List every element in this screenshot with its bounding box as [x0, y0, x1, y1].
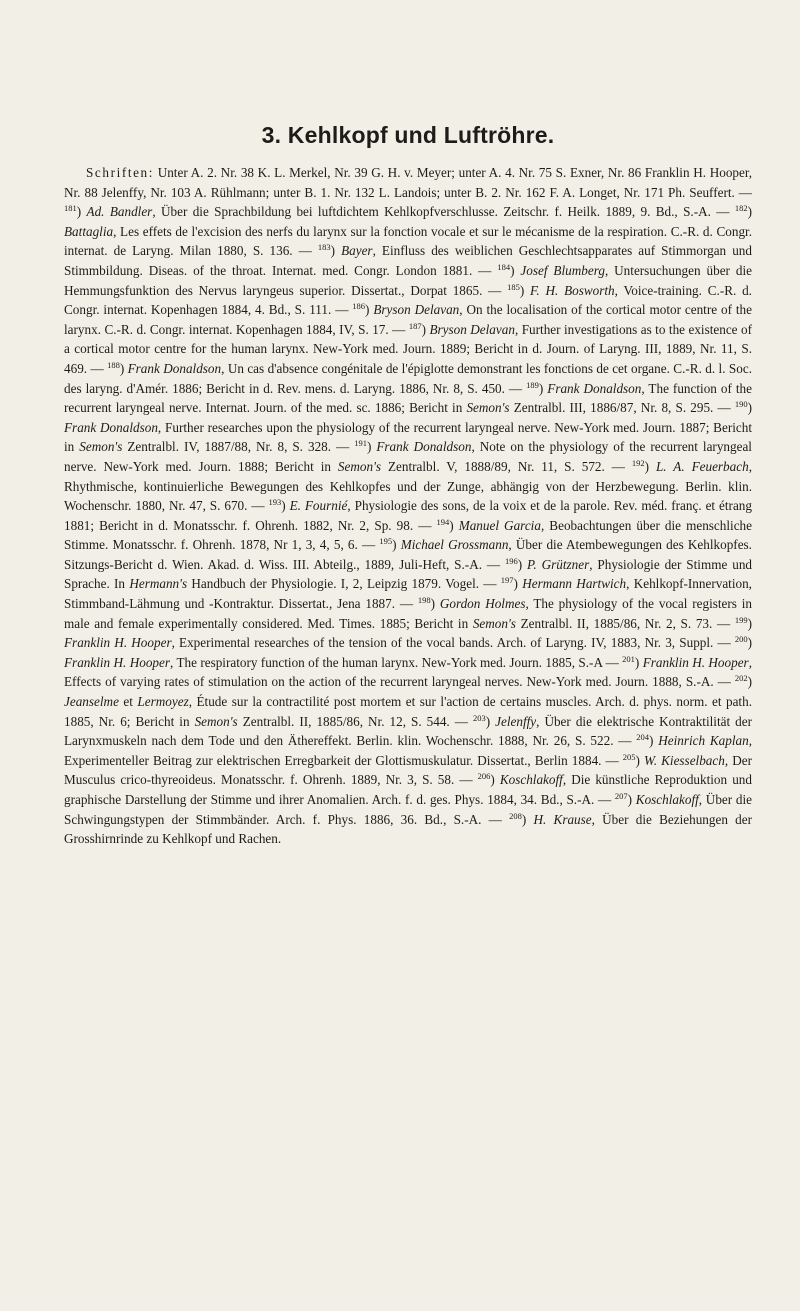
entry-author: Manuel Garcia: [458, 517, 541, 533]
entry-paren: ): [281, 498, 290, 514]
reference-author: A. Rühlmann: [193, 184, 266, 200]
reference-text: ; unter B. 2. Nr. 162: [436, 184, 550, 200]
entry-author: H. Krause: [533, 811, 592, 827]
entry-text: Zentralbl. IV, 1887/88, Nr. 8, S. 328. —: [122, 439, 355, 455]
entry-paren: ): [430, 596, 440, 612]
entry-number: 193: [268, 497, 282, 508]
entry-text: Zentralbl. III, 1886/87, Nr. 8, S. 295. —: [509, 400, 735, 416]
entry-text: , The function of the recurrent laryngeal nerve. Internat. Journ. of the med. sc. 1886; Bericht in: [64, 380, 752, 416]
bibliography-entry: [64, 204, 735, 219]
entry-text: , Beobachtungen über die menschliche Stimme. Monatsschr. f. Ohrenh. 1878, Nr 1, 3, 4, 5, 6. —: [64, 517, 752, 553]
entry-author: Ad. Bandler: [86, 204, 153, 220]
entry-author: Franklin H. Hooper: [64, 654, 171, 670]
entry-number: 197: [500, 575, 514, 586]
entry-text: , Über die Atembewegungen des Kehlkopfes. Sitzungs-Bericht d. Wien. Akad. d. Wiss. III. Abteilg., 1889, Juli-Heft, S.-A. —: [64, 537, 752, 572]
entry-paren: ): [366, 439, 377, 455]
entry-paren: ): [449, 517, 459, 533]
entry-number: 202: [734, 673, 748, 684]
reference-author: L. Landois: [378, 184, 437, 200]
entry-text: , Experimenteller Beitrag zur elektrischen Erregbarkeit der Glottismuskulatur. Dissertat., Berlin 1884. —: [64, 733, 752, 768]
entry-text: , Kehlkopf-Innervation, Stimmband-Lähmung und -Kontraktur. Dissertat., Jena 1887. —: [64, 576, 752, 612]
entry-paren: ): [538, 380, 548, 396]
entry-author: Frank Donaldson: [376, 439, 472, 455]
entry-text: , Un cas d'absence congénitale de l'épiglotte demonstrant les fonctions de cet organe. C.-R. d. l. Soc. des laryng. d'Amér. 1886; Bericht in d. Rev. mens. d. Laryng. 1886, Nr. 8, S. 450. —: [64, 360, 752, 396]
entry-author: Koschlakoff: [499, 772, 563, 788]
entry-number: 189: [526, 379, 539, 390]
entry-paren: ): [519, 282, 531, 298]
entry-author: Michael Grossmann: [400, 537, 509, 553]
entry-text: , Further investigations as to the existence of a cortical motor centre for the human larynx. New-York med. Journ. 1889; Bericht in d. Journ. of Laryng. III, 1889, Nr. 11, S. 469. —: [64, 321, 752, 376]
reference-author: F. A. Longet: [549, 184, 617, 200]
entry-text: et: [118, 694, 138, 710]
reference-text: , Nr. 103: [143, 184, 194, 200]
entry-text: , Voice-training. C.-R. d. Congr. internat. Kopenhagen 1884, 4. Bd., S. 111. —: [64, 282, 752, 318]
bibliography-paragraph: [64, 163, 752, 849]
entry-text: , Der Musculus crico-thyreoideus. Monatsschr. f. Ohrenh. 1889, Nr. 3, S. 58. —: [64, 752, 752, 788]
entry-number: 191: [354, 438, 367, 449]
entry-paren: ): [365, 302, 374, 318]
entry-author: Bryson Delavan: [429, 321, 515, 337]
entry-author: Koschlakoff: [635, 792, 699, 807]
reference-author: S. Exner: [555, 165, 601, 180]
entry-text: Zentralbl. II, 1885/86, Nr. 12, S. 544. —: [237, 713, 473, 729]
entry-paren: ): [627, 792, 636, 807]
entry-number: 198: [417, 595, 431, 606]
reference-text: , Nr. 171: [616, 184, 669, 200]
entry-paren: ): [747, 674, 752, 690]
entry-author: Jelenffy: [495, 713, 537, 729]
reference-author: G. H. v. Meyer: [371, 165, 452, 180]
entry-paren: ): [490, 772, 500, 788]
entry-text: , Die künstliche Reproduktion und graphische Darstellung der Stimme und ihrer Anomalien. Arch. f. d. ges. Phys. 1884, 34. Bd., S.-A. —: [64, 772, 752, 807]
entry-paren: ): [747, 615, 752, 631]
entry-text: , Étude sur la contractilité post mortem et sur l'action de certains muscles. Arch. d. phys. norm. et path. 1885, Nr. 6; Bericht in: [64, 694, 752, 729]
reference-author: Ph. Seuffert: [668, 184, 732, 200]
entry-text: , Physiologie des sons, de la voix et de la parole. Rev. méd. franç. et étrang 1881; Bericht in d. Monatsschr. f. Ohrenh. 1882, Nr. 2, Sp. 98. —: [64, 498, 752, 533]
entry-number: 200: [734, 634, 748, 645]
entry-number: 196: [505, 555, 518, 566]
entry-author: Bayer: [341, 243, 373, 259]
reference-text: ; unter B. 1. Nr. 132: [265, 184, 379, 200]
entry-paren: ): [644, 458, 656, 474]
entry-text: , Experimental researches of the tension of the vocal bands. Arch. of Laryng. IV, 1883, Nr. 3, Suppl. —: [171, 635, 735, 651]
entry-text: , Über die Schwingungstypen der Stimmbänder. Arch. f. Phys. 1886, 36. Bd., S.-A. —: [64, 792, 752, 827]
schriften-label: Schriften:: [86, 165, 155, 180]
entry-author: W. Kiesselbach: [643, 752, 725, 768]
entry-author: Battaglia: [64, 223, 114, 239]
entry-paren: ): [747, 635, 752, 651]
entry-text: , Einfluss des weiblichen Geschlechtsapparates auf Stimmorgan und Stimmbildung. Diseas. of the throat. Internat. med. Congr. London 1881. —: [64, 243, 752, 278]
entry-text: Handbuch der Physiologie. I, 2, Leipzig 1879. Vogel. —: [187, 576, 501, 592]
entry-number: 190: [734, 399, 748, 410]
entry-text: , Über die elektrische Kontraktilität der Larynxmuskeln nach dem Tode und den Äthereffekt. Berlin. klin. Wochenschr. 1888, Nr. 26, S. 522. —: [64, 713, 752, 749]
bibliography-entries: [64, 204, 752, 846]
reference-author: Jelenffy: [101, 184, 144, 200]
entry-number: 183: [317, 242, 331, 253]
entry-number: 184: [497, 261, 511, 272]
entry-number: 206: [477, 771, 491, 782]
entry-number: 182: [734, 203, 748, 214]
entry-number: 195: [379, 536, 393, 547]
entry-paren: ): [392, 537, 401, 553]
entry-number: 188: [107, 359, 120, 370]
entry-italic: Lermoyez: [137, 694, 189, 710]
entry-number: 208: [509, 810, 522, 821]
reference-author: Franklin H. Hooper: [644, 165, 749, 180]
entry-paren: ): [521, 811, 534, 827]
entry-text: , Über die Beziehungen der Grosshirnrinde zu Kehlkopf und Rachen.: [64, 811, 752, 847]
entry-text: , The respiratory function of the human larynx. New-York med. Journ. 1885, S.-A —: [170, 654, 623, 670]
reference-text: ; unter A. 4. Nr. 75: [451, 165, 556, 180]
entry-author: Heinrich Kaplan: [658, 733, 749, 749]
entry-italic: Semon's: [194, 713, 238, 729]
entry-number: 199: [734, 614, 748, 625]
entry-number: 192: [631, 457, 645, 468]
entry-paren: ): [119, 360, 128, 376]
entry-paren: ): [421, 321, 430, 337]
entry-italic: Semon's: [337, 458, 382, 474]
intro-text: Unter A. 2. Nr. 38: [157, 165, 258, 180]
entry-text: , The physiology of the vocal registers in male and female experimentally considered. Med. Times. 1885; Bericht in: [64, 596, 752, 631]
entry-text: Zentralbl. V, 1888/89, Nr. 11, S. 572. —: [381, 458, 632, 474]
entry-author: Frank Donaldson: [64, 419, 158, 435]
entry-number: 181: [64, 203, 77, 214]
entry-text: Zentralbl. II, 1885/86, Nr. 2, S. 73. —: [515, 615, 735, 631]
entry-number: 207: [614, 791, 628, 801]
entry-paren: ): [747, 204, 752, 220]
entry-number: 186: [352, 301, 366, 312]
entry-number: 205: [622, 751, 636, 762]
entry-paren: ): [747, 400, 752, 416]
entry-text: , Note on the physiology of the recurrent laryngeal nerve. New-York med. Journ. 1888; Bericht in: [64, 439, 752, 474]
entry-paren: ): [485, 713, 496, 729]
reference-text: , Nr. 39: [327, 165, 372, 180]
entry-author: P. Grützner: [527, 556, 590, 572]
entry-text: , Les effets de l'excision des nerfs du larynx sur la fonction vocale et sur le mécanisme de la respiration. C.-R. d. Congr. internat. de Laryng. Milan 1880, S. 136. —: [64, 223, 752, 259]
entry-author: Josef Blumberg: [520, 262, 605, 278]
entry-paren: ): [513, 576, 523, 592]
entry-number: 187: [408, 320, 422, 331]
entry-paren: ): [517, 556, 528, 572]
entry-number: 201: [622, 653, 635, 664]
entry-number: 204: [636, 732, 650, 743]
entry-paren: ): [649, 733, 659, 749]
entry-text: , Über die Sprachbildung bei luftdichtem Kehlkopfverschlusse. Zeitschr. f. Heilk. 1889, 9. Bd., S.-A. —: [152, 204, 735, 220]
entry-paren: ): [76, 204, 87, 220]
entry-author: L. A. Feuerbach: [655, 458, 749, 474]
entry-text: , Rhythmische, kontinuierliche Bewegungen des Kehlkopfes und der Zunge, abhängig von der Herzbewegung. Berlin. klin. Wochenschr. 1880, Nr. 47, S. 670. —: [64, 458, 752, 514]
entry-text: , Further researches upon the physiology of the recurrent laryngeal nerve. New-York med. Journ. 1887; Bericht in: [64, 419, 752, 455]
entry-number: 185: [507, 281, 520, 292]
reference-text: . —: [731, 184, 752, 200]
entry-paren: ): [510, 262, 521, 278]
entry-author: Jeanselme: [64, 694, 119, 710]
entry-author: Frank Donaldson: [547, 380, 642, 396]
reference-author: K. L. Merkel: [257, 165, 328, 180]
entry-text: , Physiologie der Stimme und Sprache. In: [64, 556, 753, 592]
entry-text: , Effects of varying rates of stimulation on the action of the recurrent laryngeal nerves. New-York med. Journ. 1888, S.-A. —: [64, 654, 752, 690]
entry-author: Gordon Holmes: [439, 596, 526, 612]
entry-author: Bryson Delavan: [373, 302, 460, 318]
entry-italic: Semon's: [79, 439, 123, 455]
entry-text: , Untersuchungen über die Hemmungsfunktion des Nervus laryngeus superior. Dissertat., Dorpat 1865. —: [64, 262, 752, 298]
entry-author: Franklin H. Hooper: [64, 635, 172, 651]
section-heading: 3. Kehlkopf und Luftröhre.: [261, 122, 555, 148]
entry-number: 194: [436, 516, 450, 527]
entry-paren: ): [330, 243, 342, 259]
entry-paren: ): [635, 752, 644, 768]
entry-italic: Semon's: [472, 615, 516, 631]
entry-italic: Hermann's: [129, 576, 188, 592]
entry-author: Frank Donaldson: [127, 360, 222, 376]
entry-author: Franklin H. Hooper: [642, 654, 749, 670]
reference-text: , Nr. 88: [64, 165, 753, 200]
entry-author: E. Fournié: [289, 498, 348, 514]
entry-author: Hermann Hartwich: [522, 576, 627, 592]
reference-text: , Nr. 86: [600, 165, 645, 180]
entry-italic: Semon's: [466, 400, 510, 416]
entry-text: , On the localisation of the cortical motor centre of the larynx. C.-R. d. Congr. internat. Kopenhagen 1884, IV, S. 17. —: [64, 302, 752, 337]
entry-author: F. H. Bosworth: [530, 282, 615, 298]
entry-number: 203: [472, 712, 486, 723]
entry-paren: ): [634, 654, 643, 670]
